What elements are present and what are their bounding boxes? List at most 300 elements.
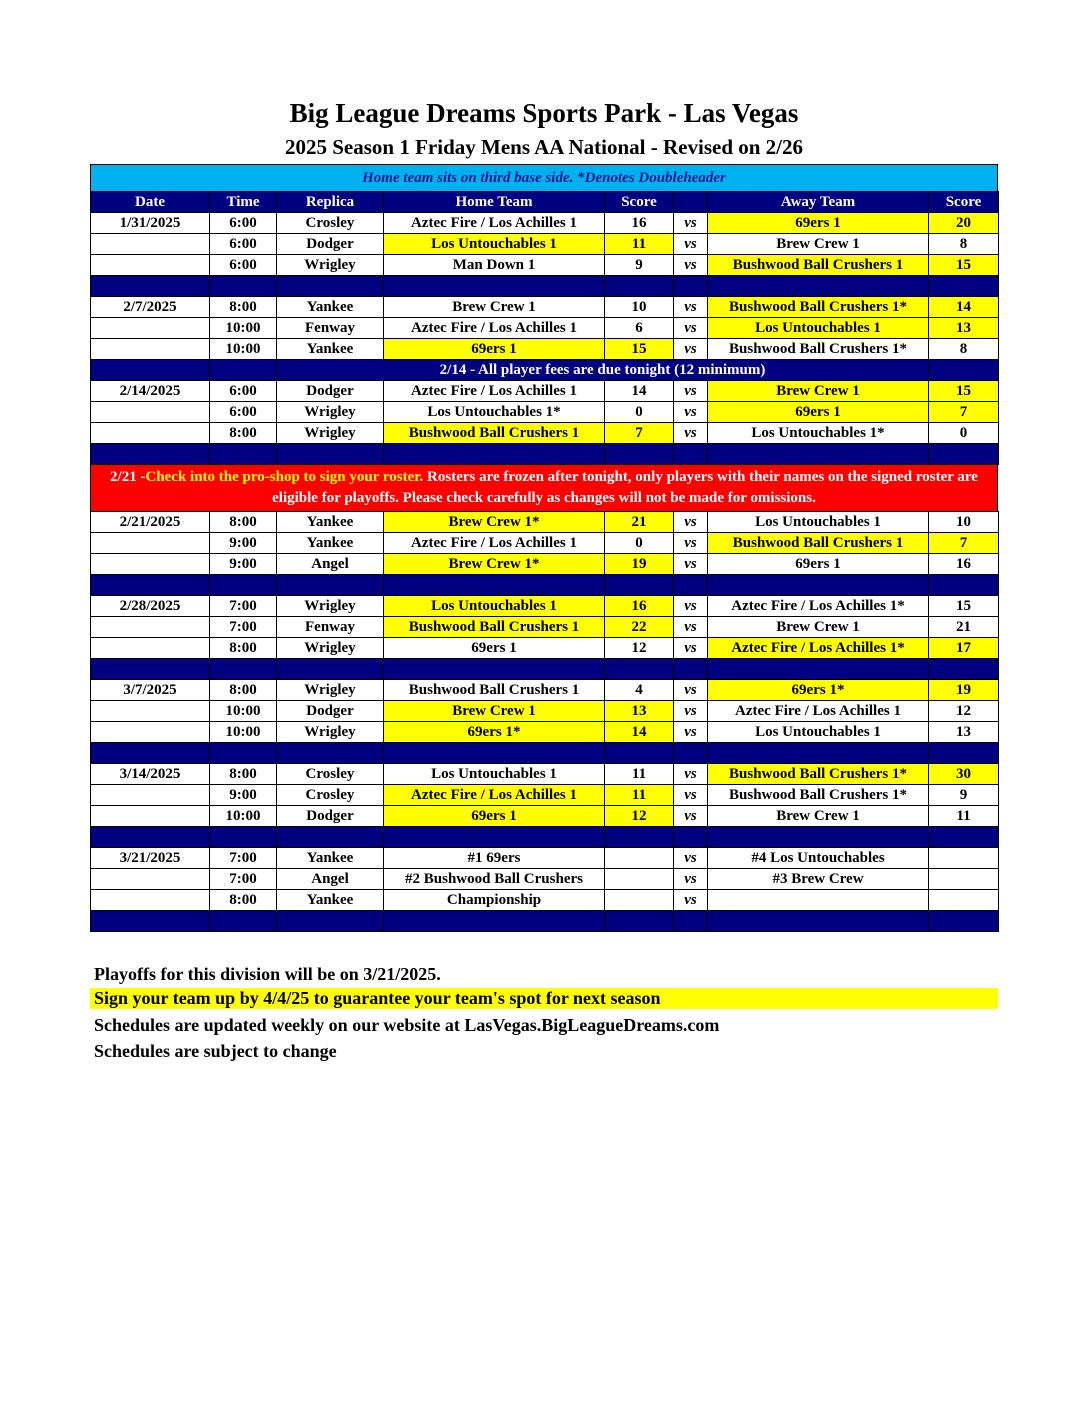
game-time: 10:00 <box>210 722 277 743</box>
game-field: Dodger <box>277 806 384 827</box>
separator-cell <box>605 827 674 848</box>
away-score: 16 <box>929 554 999 575</box>
separator-cell <box>91 444 210 465</box>
home-score: 22 <box>605 617 674 638</box>
separator-cell <box>674 743 708 764</box>
away-team: #3 Brew Crew <box>708 869 929 890</box>
away-score: 15 <box>929 255 999 276</box>
away-team: Los Untouchables 1 <box>708 318 929 339</box>
game-date <box>91 554 210 575</box>
separator-cell <box>210 276 277 297</box>
away-score: 13 <box>929 722 999 743</box>
away-score: 0 <box>929 423 999 444</box>
game-row <box>91 554 999 575</box>
fee-notice-row <box>91 360 999 381</box>
away-score: 15 <box>929 381 999 402</box>
column-header: Replica <box>277 192 384 213</box>
home-score: 12 <box>605 806 674 827</box>
home-team: 69ers 1 <box>384 806 605 827</box>
game-time: 9:00 <box>210 785 277 806</box>
game-date <box>91 890 210 911</box>
home-team: Brew Crew 1* <box>384 554 605 575</box>
separator-cell <box>674 575 708 596</box>
separator-cell <box>929 575 999 596</box>
away-team: Bushwood Ball Crushers 1 <box>708 533 929 554</box>
game-time: 8:00 <box>210 423 277 444</box>
separator-cell <box>605 276 674 297</box>
game-field: Wrigley <box>277 423 384 444</box>
game-field: Dodger <box>277 234 384 255</box>
game-row <box>91 297 999 318</box>
roster-notice-highlight: Check into the pro-shop to sign your roster <box>145 469 420 485</box>
separator-cell <box>277 659 384 680</box>
away-score: 13 <box>929 318 999 339</box>
separator-cell <box>929 360 999 381</box>
game-time: 6:00 <box>210 213 277 234</box>
game-time: 7:00 <box>210 617 277 638</box>
home-team: Aztec Fire / Los Achilles 1 <box>384 785 605 806</box>
separator-row <box>91 827 999 848</box>
home-team: Bushwood Ball Crushers 1 <box>384 680 605 701</box>
away-score: 11 <box>929 806 999 827</box>
vs-label: vs <box>674 402 708 423</box>
separator-cell <box>277 276 384 297</box>
separator-cell <box>605 575 674 596</box>
home-score: 9 <box>605 255 674 276</box>
away-score: 8 <box>929 234 999 255</box>
separator-row <box>91 276 999 297</box>
home-team: Aztec Fire / Los Achilles 1 <box>384 318 605 339</box>
game-row <box>91 512 999 533</box>
game-time: 6:00 <box>210 234 277 255</box>
home-score: 14 <box>605 722 674 743</box>
home-score <box>605 890 674 911</box>
game-row <box>91 533 999 554</box>
home-score <box>605 869 674 890</box>
game-row <box>91 722 999 743</box>
away-team: 69ers 1 <box>708 554 929 575</box>
vs-label: vs <box>674 512 708 533</box>
away-team: Aztec Fire / Los Achilles 1 <box>708 701 929 722</box>
game-time: 6:00 <box>210 255 277 276</box>
game-date <box>91 701 210 722</box>
game-time: 10:00 <box>210 339 277 360</box>
game-date: 1/31/2025 <box>91 213 210 234</box>
vs-label: vs <box>674 339 708 360</box>
home-team: Aztec Fire / Los Achilles 1 <box>384 381 605 402</box>
signup-note: Sign your team up by 4/4/25 to guarantee your team's spot for next season <box>90 988 998 1009</box>
away-score: 17 <box>929 638 999 659</box>
home-score: 14 <box>605 381 674 402</box>
vs-label: vs <box>674 318 708 339</box>
game-time: 9:00 <box>210 554 277 575</box>
vs-label: vs <box>674 890 708 911</box>
away-team: Bushwood Ball Crushers 1 <box>708 255 929 276</box>
separator-cell <box>210 827 277 848</box>
home-score: 6 <box>605 318 674 339</box>
home-team: #2 Bushwood Ball Crushers <box>384 869 605 890</box>
game-field: Fenway <box>277 617 384 638</box>
game-field: Yankee <box>277 339 384 360</box>
schedule-container <box>90 164 998 932</box>
game-field: Wrigley <box>277 255 384 276</box>
home-team: 69ers 1* <box>384 722 605 743</box>
away-team: Brew Crew 1 <box>708 806 929 827</box>
separator-cell <box>384 827 605 848</box>
separator-cell <box>91 575 210 596</box>
game-field: Angel <box>277 869 384 890</box>
game-row <box>91 339 999 360</box>
separator-cell <box>708 911 929 932</box>
separator-cell <box>929 827 999 848</box>
separator-cell <box>674 911 708 932</box>
separator-cell <box>210 444 277 465</box>
game-field: Yankee <box>277 297 384 318</box>
separator-cell <box>210 360 277 381</box>
away-team: Bushwood Ball Crushers 1* <box>708 785 929 806</box>
home-score: 10 <box>605 297 674 318</box>
home-score: 4 <box>605 680 674 701</box>
game-time: 7:00 <box>210 596 277 617</box>
separator-cell <box>708 659 929 680</box>
away-score: 30 <box>929 764 999 785</box>
roster-notice-date: 2/21 - <box>110 469 146 485</box>
game-field: Crosley <box>277 764 384 785</box>
home-team: Brew Crew 1 <box>384 297 605 318</box>
game-field: Dodger <box>277 701 384 722</box>
game-field: Yankee <box>277 512 384 533</box>
game-date <box>91 533 210 554</box>
vs-label: vs <box>674 785 708 806</box>
home-team: 69ers 1 <box>384 638 605 659</box>
game-field: Yankee <box>277 890 384 911</box>
game-row <box>91 402 999 423</box>
page-title: Big League Dreams Sports Park - Las Vegas <box>289 98 799 128</box>
column-header: Score <box>605 192 674 213</box>
column-header: Home Team <box>384 192 605 213</box>
game-date <box>91 255 210 276</box>
roster-notice <box>90 465 998 511</box>
game-date: 2/28/2025 <box>91 596 210 617</box>
playoffs-note: Playoffs for this division will be on 3/21/2025. <box>94 964 441 984</box>
game-date <box>91 722 210 743</box>
game-field: Dodger <box>277 381 384 402</box>
home-score: 0 <box>605 533 674 554</box>
separator-cell <box>384 659 605 680</box>
separator-cell <box>384 743 605 764</box>
away-score: 19 <box>929 680 999 701</box>
separator-cell <box>674 827 708 848</box>
game-field: Angel <box>277 554 384 575</box>
vs-label: vs <box>674 764 708 785</box>
separator-cell <box>91 276 210 297</box>
away-team: #4 Los Untouchables <box>708 848 929 869</box>
away-team: Brew Crew 1 <box>708 234 929 255</box>
game-time: 8:00 <box>210 890 277 911</box>
separator-cell <box>708 276 929 297</box>
game-row <box>91 680 999 701</box>
game-field: Crosley <box>277 213 384 234</box>
game-time: 6:00 <box>210 381 277 402</box>
away-team: Los Untouchables 1 <box>708 512 929 533</box>
game-row <box>91 423 999 444</box>
away-team: 69ers 1 <box>708 213 929 234</box>
home-score: 11 <box>605 785 674 806</box>
home-team: Aztec Fire / Los Achilles 1 <box>384 533 605 554</box>
separator-cell <box>708 743 929 764</box>
separator-cell <box>277 444 384 465</box>
home-score: 7 <box>605 423 674 444</box>
game-time: 8:00 <box>210 680 277 701</box>
separator-cell <box>605 743 674 764</box>
away-score <box>929 848 999 869</box>
separator-cell <box>708 444 929 465</box>
game-time: 8:00 <box>210 297 277 318</box>
away-team: Bushwood Ball Crushers 1* <box>708 297 929 318</box>
game-date: 3/7/2025 <box>91 680 210 701</box>
game-date: 2/21/2025 <box>91 512 210 533</box>
away-score: 7 <box>929 533 999 554</box>
home-team: Bushwood Ball Crushers 1 <box>384 617 605 638</box>
separator-cell <box>605 444 674 465</box>
header-row <box>91 192 999 213</box>
game-field: Crosley <box>277 785 384 806</box>
away-team: Los Untouchables 1* <box>708 423 929 444</box>
game-time: 7:00 <box>210 869 277 890</box>
separator-cell <box>91 827 210 848</box>
vs-label: vs <box>674 297 708 318</box>
schedule-body <box>90 191 998 932</box>
separator-cell <box>277 911 384 932</box>
vs-label: vs <box>674 680 708 701</box>
away-score: 9 <box>929 785 999 806</box>
separator-cell <box>210 575 277 596</box>
game-date <box>91 318 210 339</box>
separator-cell <box>929 911 999 932</box>
home-score: 11 <box>605 764 674 785</box>
home-score: 13 <box>605 701 674 722</box>
game-date: 2/14/2025 <box>91 381 210 402</box>
separator-cell <box>384 911 605 932</box>
away-score: 14 <box>929 297 999 318</box>
separator-cell <box>210 743 277 764</box>
game-row <box>91 785 999 806</box>
vs-label: vs <box>674 423 708 444</box>
separator-cell <box>210 911 277 932</box>
vs-label: vs <box>674 213 708 234</box>
home-score: 12 <box>605 638 674 659</box>
away-team: Brew Crew 1 <box>708 617 929 638</box>
game-date <box>91 423 210 444</box>
game-row <box>91 869 999 890</box>
home-score: 0 <box>605 402 674 423</box>
away-team <box>708 890 929 911</box>
home-team: 69ers 1 <box>384 339 605 360</box>
game-date <box>91 402 210 423</box>
home-score <box>605 848 674 869</box>
vs-label: vs <box>674 554 708 575</box>
game-time: 10:00 <box>210 318 277 339</box>
separator-cell <box>929 444 999 465</box>
home-score: 11 <box>605 234 674 255</box>
game-time: 8:00 <box>210 512 277 533</box>
separator-cell <box>605 911 674 932</box>
vs-label: vs <box>674 255 708 276</box>
game-field: Wrigley <box>277 402 384 423</box>
game-row <box>91 234 999 255</box>
home-team: Los Untouchables 1 <box>384 596 605 617</box>
home-team: Los Untouchables 1 <box>384 764 605 785</box>
away-team: Brew Crew 1 <box>708 381 929 402</box>
vs-label: vs <box>674 638 708 659</box>
separator-cell <box>929 276 999 297</box>
game-date: 3/21/2025 <box>91 848 210 869</box>
vs-label: vs <box>674 596 708 617</box>
game-row <box>91 213 999 234</box>
game-date: 2/7/2025 <box>91 297 210 318</box>
game-row <box>91 638 999 659</box>
game-row <box>91 764 999 785</box>
home-score: 19 <box>605 554 674 575</box>
home-team: Aztec Fire / Los Achilles 1 <box>384 213 605 234</box>
game-row <box>91 596 999 617</box>
game-time: 9:00 <box>210 533 277 554</box>
game-date <box>91 806 210 827</box>
separator-row <box>91 911 999 932</box>
game-time: 6:00 <box>210 402 277 423</box>
game-row <box>91 806 999 827</box>
vs-label: vs <box>674 722 708 743</box>
away-score <box>929 869 999 890</box>
away-team: Aztec Fire / Los Achilles 1* <box>708 638 929 659</box>
away-score: 20 <box>929 213 999 234</box>
vs-label: vs <box>674 381 708 402</box>
home-score: 15 <box>605 339 674 360</box>
game-date <box>91 785 210 806</box>
separator-cell <box>384 276 605 297</box>
game-row <box>91 381 999 402</box>
game-time: 7:00 <box>210 848 277 869</box>
home-team: Brew Crew 1 <box>384 701 605 722</box>
home-team: Man Down 1 <box>384 255 605 276</box>
game-field: Wrigley <box>277 722 384 743</box>
game-date <box>91 234 210 255</box>
home-team: Los Untouchables 1 <box>384 234 605 255</box>
schedule-table <box>90 191 999 465</box>
game-date <box>91 638 210 659</box>
separator-cell <box>277 743 384 764</box>
game-field: Wrigley <box>277 596 384 617</box>
away-score: 7 <box>929 402 999 423</box>
game-row <box>91 318 999 339</box>
separator-cell <box>91 743 210 764</box>
separator-cell <box>605 659 674 680</box>
website-note: Schedules are updated weekly on our website at LasVegas.BigLeagueDreams.com <box>94 1015 720 1035</box>
game-time: 10:00 <box>210 806 277 827</box>
away-score: 10 <box>929 512 999 533</box>
info-banner: Home team sits on third base side. *Denotes Doubleheader <box>90 164 998 191</box>
away-team: Bushwood Ball Crushers 1* <box>708 764 929 785</box>
home-team: Brew Crew 1* <box>384 512 605 533</box>
vs-label: vs <box>674 234 708 255</box>
roster-notice-text: . Rosters are frozen after tonight, only players with their names on the signed roster are eligible for playoffs. Please check carefully as changes will not be made for omissions. <box>272 469 978 506</box>
game-date <box>91 617 210 638</box>
home-team: Championship <box>384 890 605 911</box>
away-team: 69ers 1* <box>708 680 929 701</box>
separator-cell <box>674 444 708 465</box>
vs-label: vs <box>674 806 708 827</box>
fee-notice: 2/14 - All player fees are due tonight (12 minimum) <box>277 360 929 381</box>
column-header: Score <box>929 192 999 213</box>
separator-row <box>91 444 999 465</box>
home-score: 16 <box>605 213 674 234</box>
separator-cell <box>929 743 999 764</box>
game-row <box>91 255 999 276</box>
away-team: Aztec Fire / Los Achilles 1* <box>708 596 929 617</box>
away-score: 8 <box>929 339 999 360</box>
column-header <box>674 192 708 213</box>
separator-cell <box>277 827 384 848</box>
home-team: #1 69ers <box>384 848 605 869</box>
separator-cell <box>708 575 929 596</box>
game-date: 3/14/2025 <box>91 764 210 785</box>
separator-cell <box>91 360 210 381</box>
game-field: Wrigley <box>277 680 384 701</box>
game-date <box>91 339 210 360</box>
away-team: Bushwood Ball Crushers 1* <box>708 339 929 360</box>
home-team: Bushwood Ball Crushers 1 <box>384 423 605 444</box>
game-row <box>91 617 999 638</box>
vs-label: vs <box>674 701 708 722</box>
game-row <box>91 701 999 722</box>
separator-cell <box>674 659 708 680</box>
separator-row <box>91 659 999 680</box>
separator-cell <box>277 575 384 596</box>
away-team: 69ers 1 <box>708 402 929 423</box>
separator-cell <box>91 659 210 680</box>
separator-cell <box>384 575 605 596</box>
separator-row <box>91 743 999 764</box>
separator-cell <box>708 827 929 848</box>
away-score: 12 <box>929 701 999 722</box>
away-score: 15 <box>929 596 999 617</box>
vs-label: vs <box>674 869 708 890</box>
schedule-table <box>90 511 999 932</box>
separator-cell <box>210 659 277 680</box>
home-score: 16 <box>605 596 674 617</box>
separator-row <box>91 575 999 596</box>
game-time: 10:00 <box>210 701 277 722</box>
separator-cell <box>674 276 708 297</box>
separator-cell <box>384 444 605 465</box>
game-field: Yankee <box>277 848 384 869</box>
game-field: Wrigley <box>277 638 384 659</box>
away-score <box>929 890 999 911</box>
vs-label: vs <box>674 848 708 869</box>
separator-cell <box>91 911 210 932</box>
game-field: Yankee <box>277 533 384 554</box>
game-field: Fenway <box>277 318 384 339</box>
page-subtitle: 2025 Season 1 Friday Mens AA National - Revised on 2/26 <box>284 135 804 159</box>
game-time: 8:00 <box>210 638 277 659</box>
away-team: Los Untouchables 1 <box>708 722 929 743</box>
away-score: 21 <box>929 617 999 638</box>
home-score: 21 <box>605 512 674 533</box>
game-row <box>91 848 999 869</box>
column-header: Away Team <box>708 192 929 213</box>
game-row <box>91 890 999 911</box>
column-header: Date <box>91 192 210 213</box>
